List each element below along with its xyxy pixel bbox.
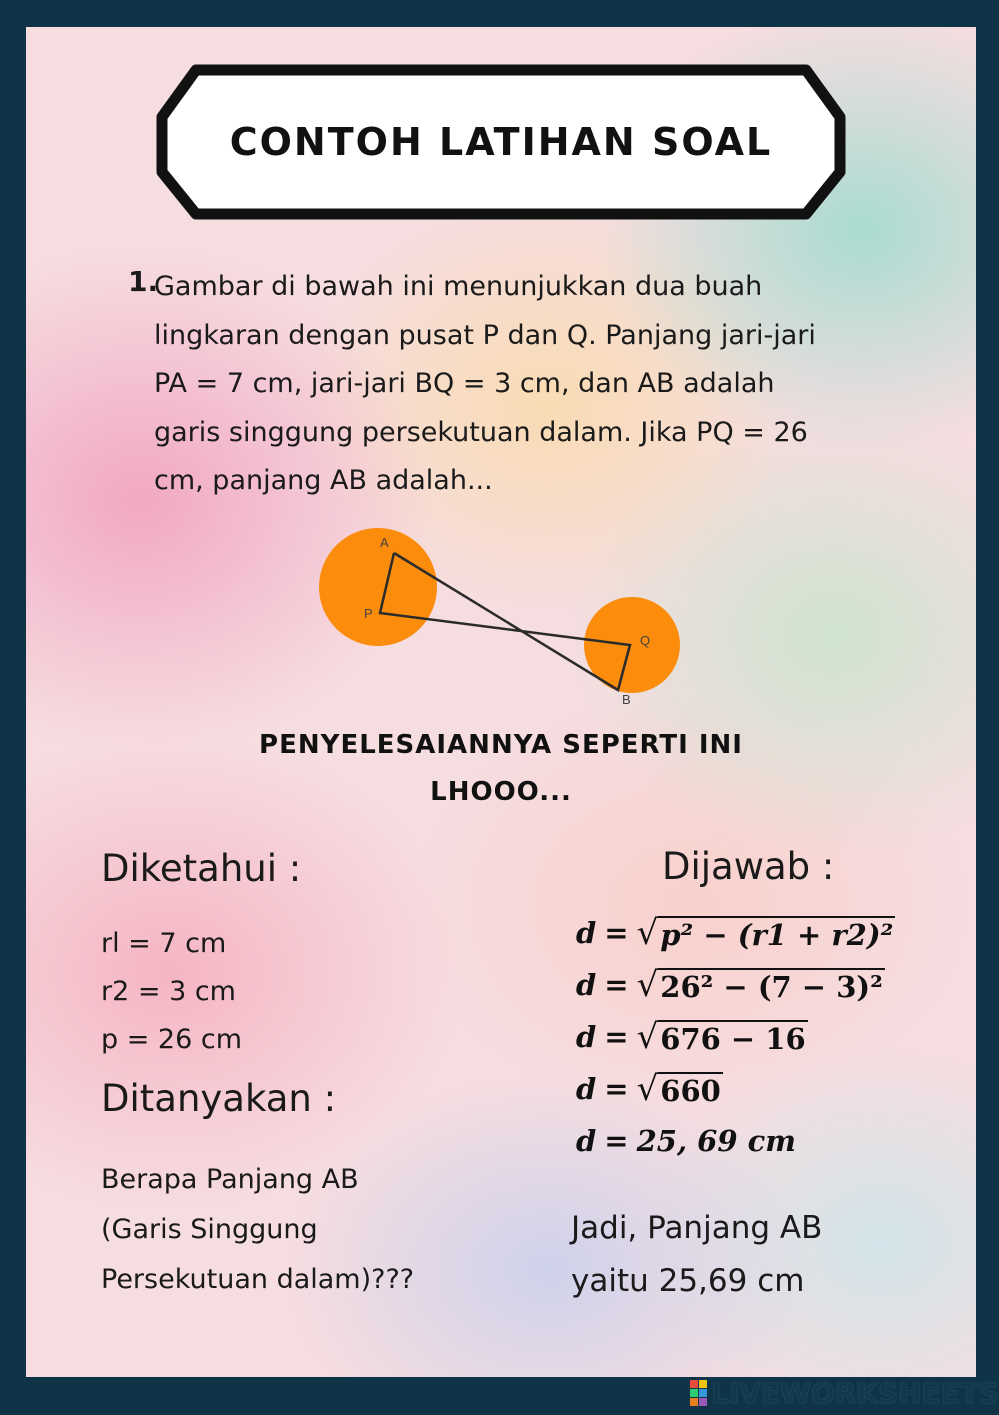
point-label-b: B: [622, 692, 631, 707]
known-list: [101, 920, 242, 1064]
worksheet-page: [26, 27, 976, 1377]
worksheet-title: CONTOH LATIHAN SOAL: [229, 120, 773, 164]
question-line: PA = 7 cm, jari-jari BQ = 3 cm, dan AB adalah: [154, 368, 775, 399]
watermark-text: LIVEWORKSHEETS: [711, 1376, 999, 1410]
formula-steps: [576, 907, 895, 1167]
formula-result: 25, 69 cm: [636, 1124, 796, 1158]
sqrt-icon: √: [636, 1069, 659, 1109]
question-line: cm, panjang AB adalah...: [154, 465, 493, 496]
point-label-q: Q: [640, 633, 651, 648]
sqrt-icon: √: [636, 1017, 659, 1057]
asked-line: Berapa Panjang AB: [101, 1164, 359, 1195]
question-text: [154, 263, 914, 506]
formula-lhs: d: [576, 916, 597, 950]
answer-heading: Dijawab :: [662, 845, 835, 888]
conclusion-line: yaitu 25,69 cm: [571, 1263, 805, 1299]
circle-p: [319, 528, 437, 646]
asked-heading: Ditanyakan :: [101, 1077, 337, 1120]
conclusion-line: Jadi, Panjang AB: [571, 1210, 823, 1246]
formula-step-4: d = √ 660: [576, 1069, 721, 1109]
point-label-a: A: [380, 535, 389, 550]
formula-radicand: 26² − (7 − 3)²: [660, 970, 883, 1004]
solution-heading-line: LHOOO...: [430, 777, 572, 807]
question-line: Gambar di bawah ini menunjukkan dua buah: [154, 271, 763, 302]
formula-step-2: d = √ 26² − (7 − 3)²: [576, 965, 883, 1005]
liveworksheets-watermark: [690, 1378, 999, 1408]
asked-line: Persekutuan dalam)???: [101, 1264, 415, 1295]
solution-heading: [226, 722, 776, 816]
known-heading: Diketahui :: [101, 847, 302, 890]
known-item: r2 = 3 cm: [101, 976, 236, 1007]
question-line: lingkaran dengan pusat P dan Q. Panjang jari-jari: [154, 319, 816, 351]
formula-lhs: d: [576, 1072, 597, 1106]
liveworksheets-logo-icon: [690, 1380, 707, 1406]
point-label-p: P: [364, 606, 373, 621]
formula-lhs: d: [576, 1020, 597, 1054]
formula-step-3: d = √ 676 − 16: [576, 1017, 806, 1057]
formula-lhs: d: [576, 1124, 597, 1158]
tangent-circles-figure: [310, 505, 690, 707]
formula-radicand: 660: [660, 1074, 721, 1108]
formula-step-5: d = 25, 69 cm: [576, 1124, 796, 1158]
sqrt-icon: √: [636, 913, 659, 953]
formula-step-1: d = √ p² − (r1 + r2)²: [576, 913, 894, 953]
asked-line: (Garis Singgung: [101, 1214, 318, 1245]
question-number: 1.: [128, 265, 159, 298]
question-line: garis singgung persekutuan dalam. Jika PQ = 26: [154, 416, 808, 448]
conclusion: [571, 1202, 822, 1308]
formula-lhs: d: [576, 968, 597, 1002]
solution-heading-line: PENYELESAIANNYA SEPERTI INI: [259, 730, 743, 760]
formula-radicand: p² − (r1 + r2)²: [660, 918, 894, 952]
known-item: rl = 7 cm: [101, 928, 227, 959]
formula-radicand: 676 − 16: [660, 1022, 806, 1056]
known-item: p = 26 cm: [101, 1024, 243, 1055]
sqrt-icon: √: [636, 965, 659, 1005]
asked-text: [101, 1155, 521, 1305]
